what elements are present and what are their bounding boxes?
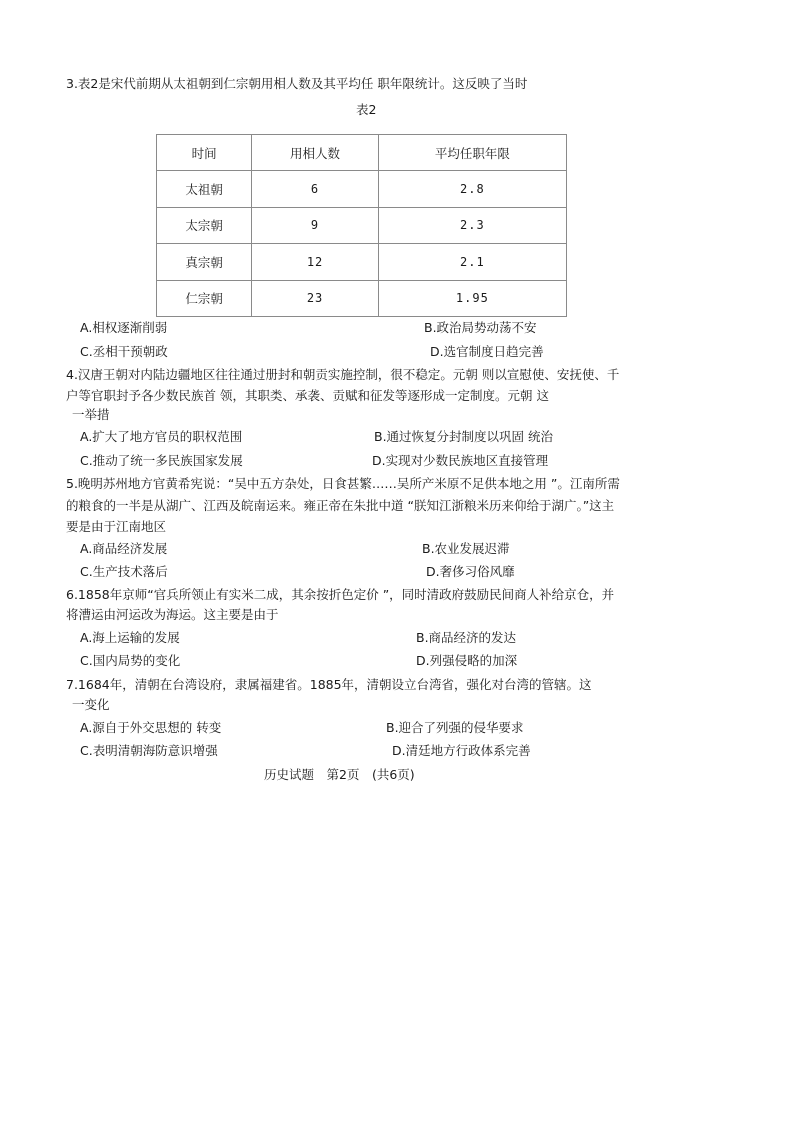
- table-cell: 真宗朝: [157, 244, 252, 280]
- table-cell: 6: [252, 171, 378, 207]
- table-cell: 太祖朝: [157, 171, 252, 207]
- table-cell: 23: [252, 280, 378, 316]
- q4-option-b: B.通过恢复分封制度以巩固 统治: [374, 429, 554, 444]
- q3-stem: 3.表2是宋代前期从太祖朝到仁宗朝用相人数及其平均任 职年限统计。这反映了当时: [66, 76, 528, 91]
- q3-option-b: B.政治局势动荡不安: [424, 320, 537, 335]
- q4-stem-line-1: 4.汉唐王朝对内陆边疆地区往往通过册封和朝贡实施控制，很不稳定。元朝 则以宣慰使、安抚使、千: [66, 367, 620, 382]
- q5-option-b: B.农业发展迟滞: [422, 541, 510, 556]
- table-caption: 表2: [356, 102, 377, 117]
- table-row: [157, 280, 567, 316]
- q5-stem-line-1: 5.晚明苏州地方官黄希宪说：“吴中五方杂处，日食甚繁……吴所产米原不足供本地之用 ”。江南所需: [66, 476, 620, 491]
- q7-stem-line-1: 7.1684年，清朝在台湾设府，隶属福建省。1885年，清朝设立台湾省，强化对台湾的管辖。这: [66, 677, 592, 692]
- q6-option-a: A.海上运输的发展: [80, 630, 180, 645]
- table-cell: 9: [252, 207, 378, 243]
- q3-option-a: A.相权逐渐削弱: [80, 320, 168, 335]
- q6-option-c: C.国内局势的变化: [80, 653, 181, 668]
- table-cell: 2.3: [378, 207, 566, 243]
- q6-stem-line-1: 6.1858年京师“官兵所领止有实米二成，其余按折色定价 ”，同时清政府鼓励民间商人补给京仓，并: [66, 587, 615, 602]
- q6-stem-line-2: 将漕运由河运改为海运。这主要是由于: [66, 607, 279, 622]
- q3-option-d: D.选官制度日趋完善: [430, 344, 544, 359]
- table-cell: 12: [252, 244, 378, 280]
- table-row: [157, 244, 567, 280]
- header-cell: 用相人数: [252, 135, 378, 171]
- q4-stem-line-2: 户等官职封予各少数民族首 领，其职类、承袭、贡赋和征发等逐形成一定制度。元朝 这: [66, 388, 549, 403]
- table-header-row: [157, 135, 567, 171]
- data-table: [156, 134, 567, 317]
- q7-option-d: D.清廷地方行政体系完善: [392, 743, 531, 758]
- q5-stem-line-3: 要是由于江南地区: [66, 519, 167, 534]
- q4-option-c: C.推动了统一多民族国家发展: [80, 453, 243, 468]
- header-cell: 平均任职年限: [378, 135, 566, 171]
- table-cell: 太宗朝: [157, 207, 252, 243]
- q7-stem-line-2: 一变化: [72, 697, 110, 712]
- q5-option-a: A.商品经济发展: [80, 541, 168, 556]
- q5-option-c: C.生产技术落后: [80, 564, 168, 579]
- table-cell: 仁宗朝: [157, 280, 252, 316]
- q7-option-a: A.源自于外交思想的 转变: [80, 720, 222, 735]
- q6-option-d: D.列强侵略的加深: [416, 653, 518, 668]
- table-cell: 2.1: [378, 244, 566, 280]
- header-cell: 时间: [157, 135, 252, 171]
- q4-stem-line-3: 一举措: [72, 407, 110, 422]
- table-cell: 2.8: [378, 171, 566, 207]
- table-row: [157, 171, 567, 207]
- q6-option-b: B.商品经济的发达: [416, 630, 517, 645]
- q4-option-d: D.实现对少数民族地区直接管理: [372, 453, 549, 468]
- page-footer: 历史试题 第2页 (共6页): [264, 767, 415, 782]
- q5-option-d: D.奢侈习俗风靡: [426, 564, 515, 579]
- q5-stem-line-2: 的粮食的一半是从湖广、江西及皖南运来。雍正帝在朱批中道 “朕知江浙粮米历来仰给于湖广。”这主: [66, 498, 615, 513]
- q3-option-c: C.丞相干预朝政: [80, 344, 168, 359]
- table-cell: 1.95: [378, 280, 566, 316]
- q7-option-b: B.迎合了列强的侵华要求: [386, 720, 524, 735]
- q7-option-c: C.表明清朝海防意识增强: [80, 743, 218, 758]
- table-row: [157, 207, 567, 243]
- q4-option-a: A.扩大了地方官员的职权范围: [80, 429, 243, 444]
